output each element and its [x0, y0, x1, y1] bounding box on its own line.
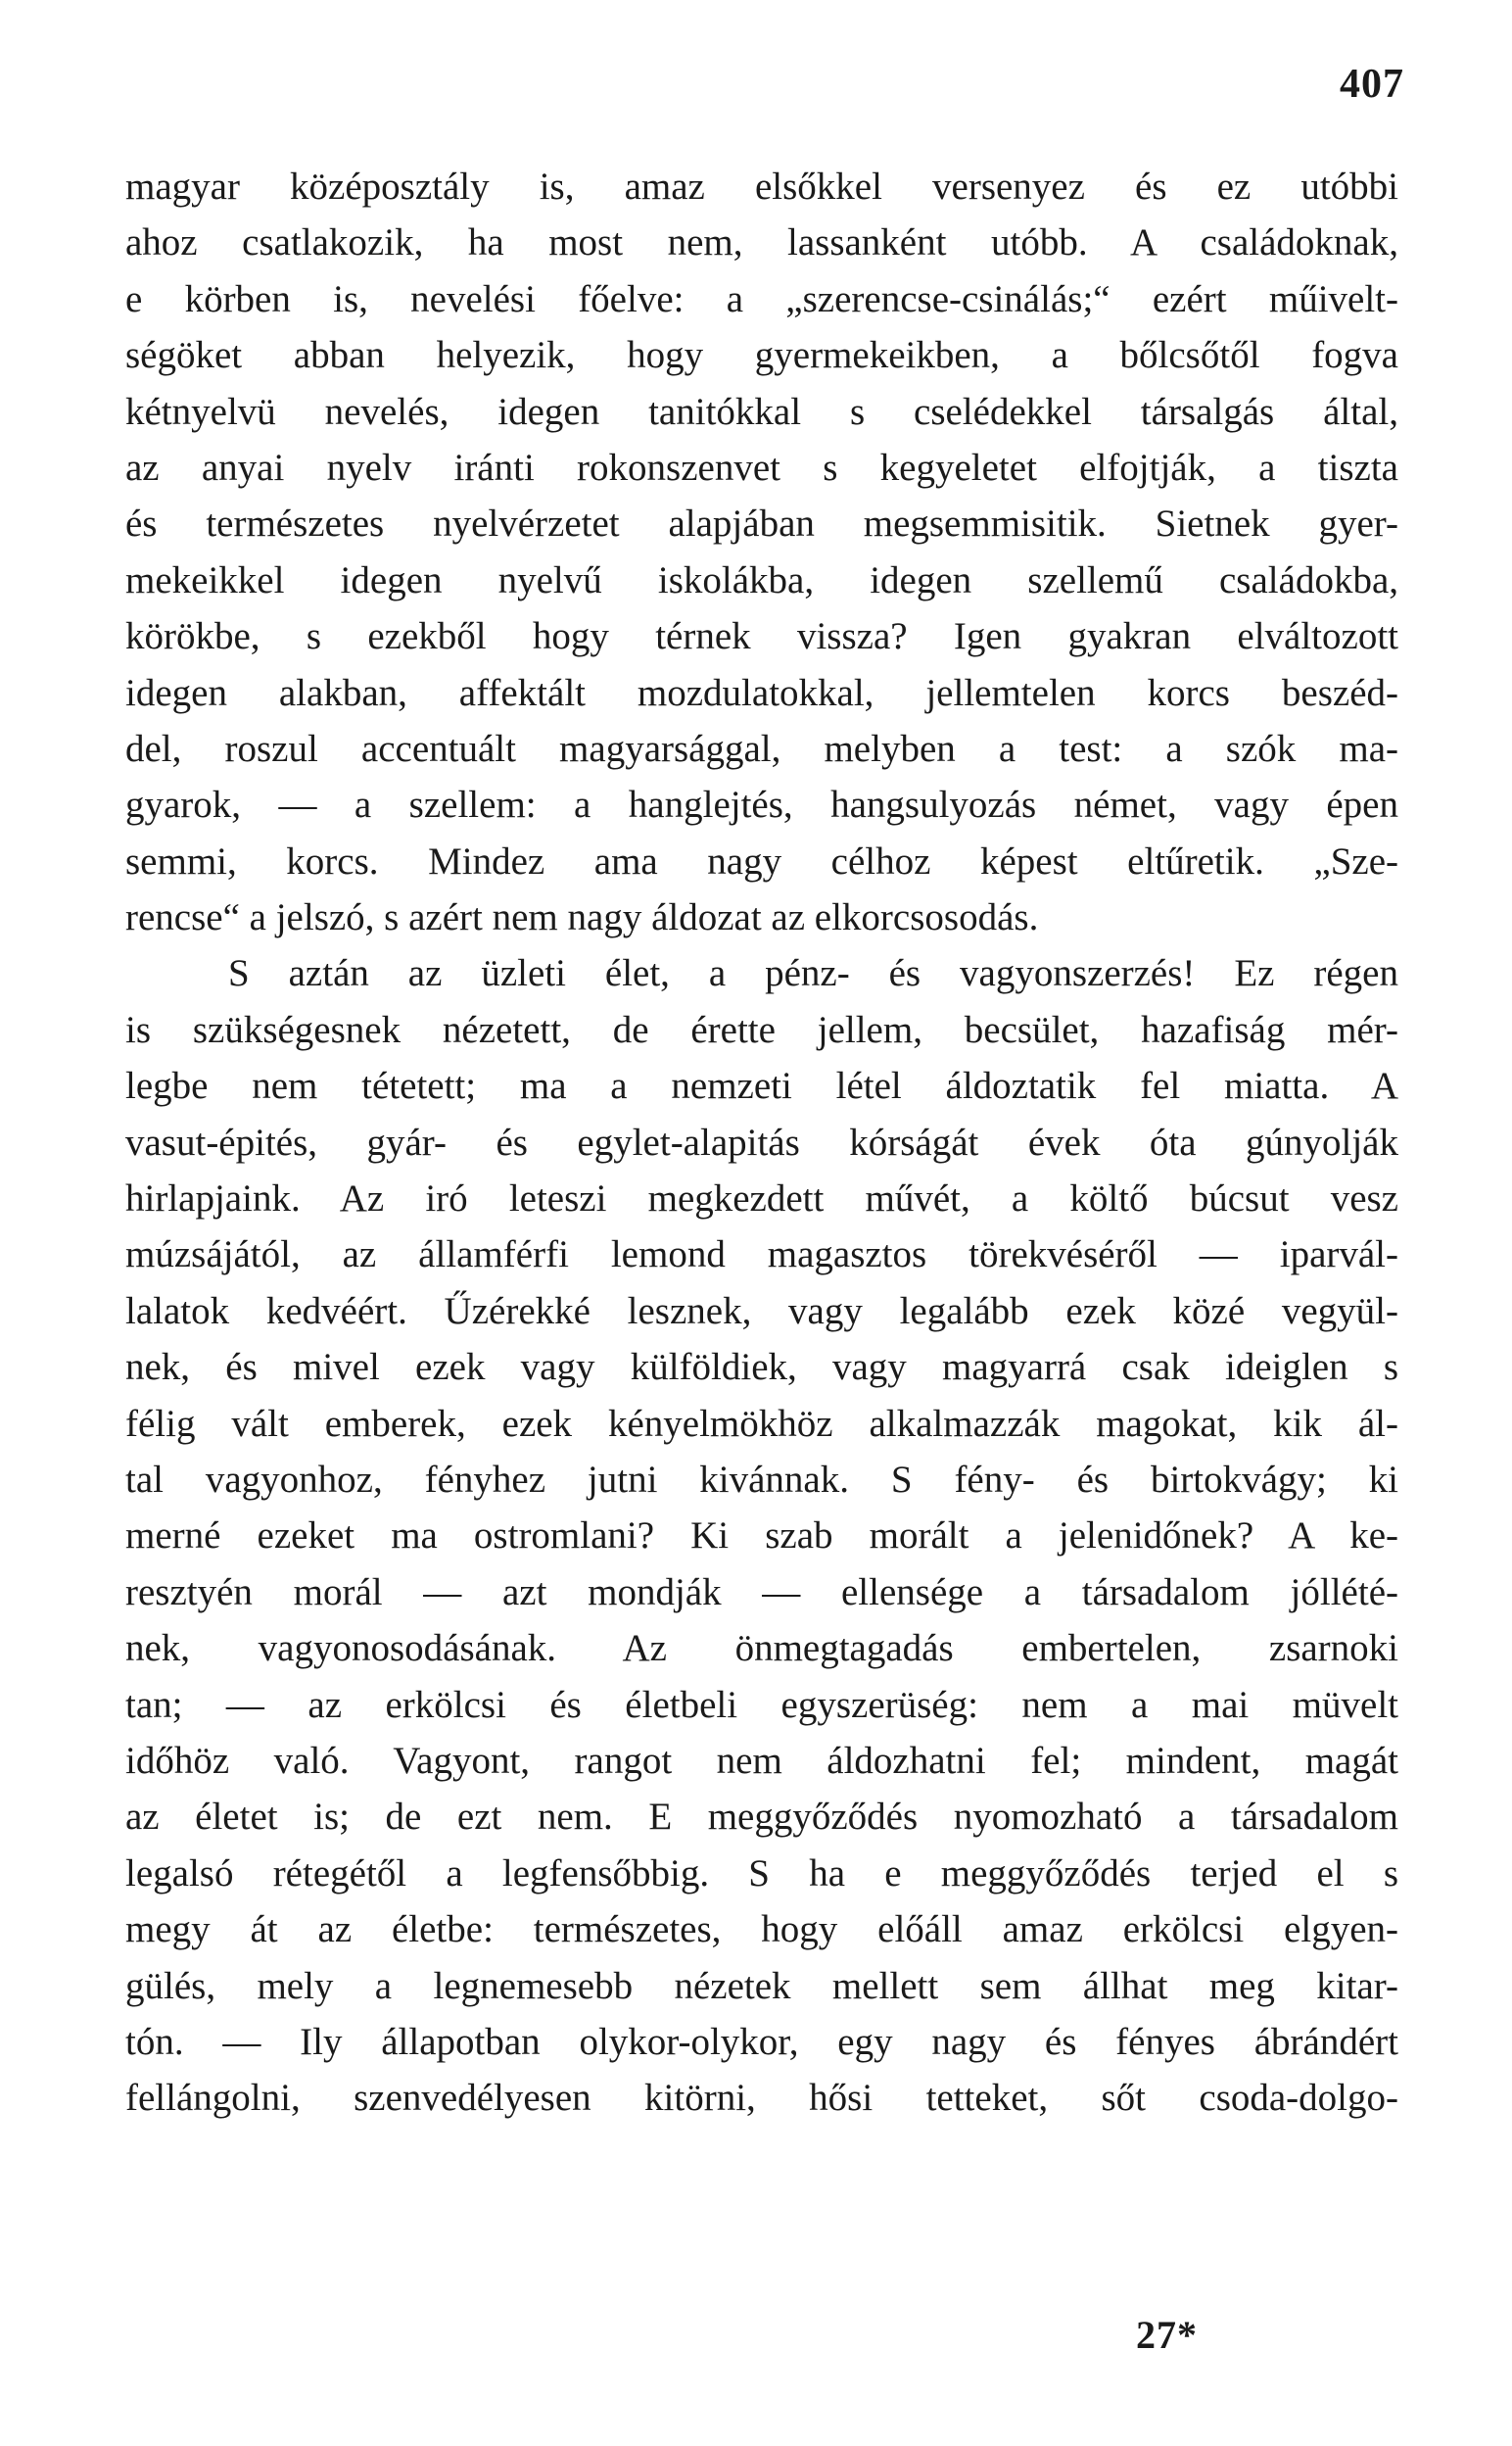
- text-line: nek, és mivel ezek vagy külföldiek, vagy magyarrá csak ideiglen s: [125, 1346, 1398, 1389]
- text-line: tal vagyonhoz, fényhez jutni kivánnak. S fény- és birtokvágy; ki: [125, 1458, 1398, 1501]
- text-line: és természetes nyelvérzetet alapjában megsemmisitik. Sietnek gyer-: [125, 503, 1398, 546]
- text-line: ahoz csatlakozik, ha most nem, lassanként utóbb. A családoknak,: [125, 221, 1398, 264]
- text-line: legbe nem tétetett; ma a nemzeti létel áldoztatik fel miatta. A: [125, 1065, 1398, 1108]
- text-line: del, roszul accentuált magyarsággal, melyben a test: a szók ma-: [125, 727, 1398, 770]
- text-line: idegen alakban, affektált mozdulatokkal, jellemtelen korcs beszéd-: [125, 671, 1398, 714]
- text-line: félig vált emberek, ezek kényelmökhöz alkalmazzák magokat, kik ál-: [125, 1402, 1398, 1445]
- text-line: e körben is, nevelési főelve: a „szerencse-csinálás;“ ezért műivelt-: [125, 277, 1398, 320]
- text-line: gyarok, — a szellem: a hanglejtés, hangsulyozás német, vagy épen: [125, 784, 1398, 827]
- text-line: megy át az életbe: természetes, hogy előáll amaz erkölcsi elgyen-: [125, 1908, 1398, 1951]
- text-line: vasut-épités, gyár- és egylet-alapitás kórságát évek óta gúnyolják: [125, 1121, 1398, 1164]
- text-line: tón. — Ily állapotban olykor-olykor, egy nagy és fényes ábrándért: [125, 2020, 1398, 2063]
- text-line: gülés, mely a legnemesebb nézetek mellett sem állhat meg kitar-: [125, 1964, 1398, 2007]
- text-line: az életet is; de ezt nem. E meggyőződés nyomozható a társadalom: [125, 1796, 1398, 1839]
- text-line: rencse“ a jelszó, s azért nem nagy áldozat az elkorcsosodás.: [125, 896, 1039, 939]
- text-line: fellángolni, szenvedélyesen kitörni, hősi tetteket, sőt csoda-dolgo-: [125, 2077, 1398, 2120]
- text-line: időhöz való. Vagyont, rangot nem áldozhatni fel; mindent, magát: [125, 1739, 1398, 1782]
- page-number: 407: [1340, 62, 1404, 107]
- text-line: nek, vagyonosodásának. Az önmegtagadás embertelen, zsarnoki: [125, 1627, 1398, 1670]
- text-line: kétnyelvü nevelés, idegen tanitókkal s cselédekkel társalgás által,: [125, 390, 1398, 433]
- text-line: legalsó rétegétől a legfensőbbig. S ha e meggyőződés terjed el s: [125, 1851, 1398, 1894]
- text-line: tan; — az erkölcsi és életbeli egyszerüség: nem a mai müvelt: [125, 1683, 1398, 1726]
- text-line: ségöket abban helyezik, hogy gyermekeikben, a bőlcsőtől fogva: [125, 334, 1398, 377]
- text-line: lalatok kedvéért. Űzérekké lesznek, vagy legalább ezek közé vegyül-: [125, 1289, 1398, 1332]
- text-line: is szükségesnek nézetett, de érette jellem, becsület, hazafiság mér-: [125, 1008, 1398, 1051]
- text-line: resztyén morál — azt mondják — ellensége a társadalom jóllété-: [125, 1570, 1398, 1613]
- text-line: hirlapjaink. Az iró leteszi megkezdett művét, a költő búcsut vesz: [125, 1177, 1398, 1221]
- text-line: múzsájától, az államférfi lemond magasztos törekvéséről — iparvál-: [125, 1233, 1398, 1276]
- body-text: [125, 159, 1398, 2127]
- text-line: semmi, korcs. Mindez ama nagy célhoz képest eltűretik. „Sze-: [125, 839, 1398, 883]
- text-line: körökbe, s ezekből hogy térnek vissza? Igen gyakran elváltozott: [125, 615, 1398, 658]
- text-line: S aztán az üzleti élet, a pénz- és vagyonszerzés! Ez régen: [228, 952, 1398, 995]
- printer-signature: 27*: [1136, 2313, 1198, 2357]
- text-line: merné ezeket ma ostromlani? Ki szab morált a jelenidőnek? A ke-: [125, 1514, 1398, 1558]
- text-line: az anyai nyelv iránti rokonszenvet s kegyeletet elfojtják, a tiszta: [125, 446, 1398, 489]
- text-line: mekeikkel idegen nyelvű iskolákba, idegen szellemű családokba,: [125, 558, 1398, 601]
- text-line: magyar középosztály is, amaz elsőkkel versenyez és ez utóbbi: [125, 166, 1398, 208]
